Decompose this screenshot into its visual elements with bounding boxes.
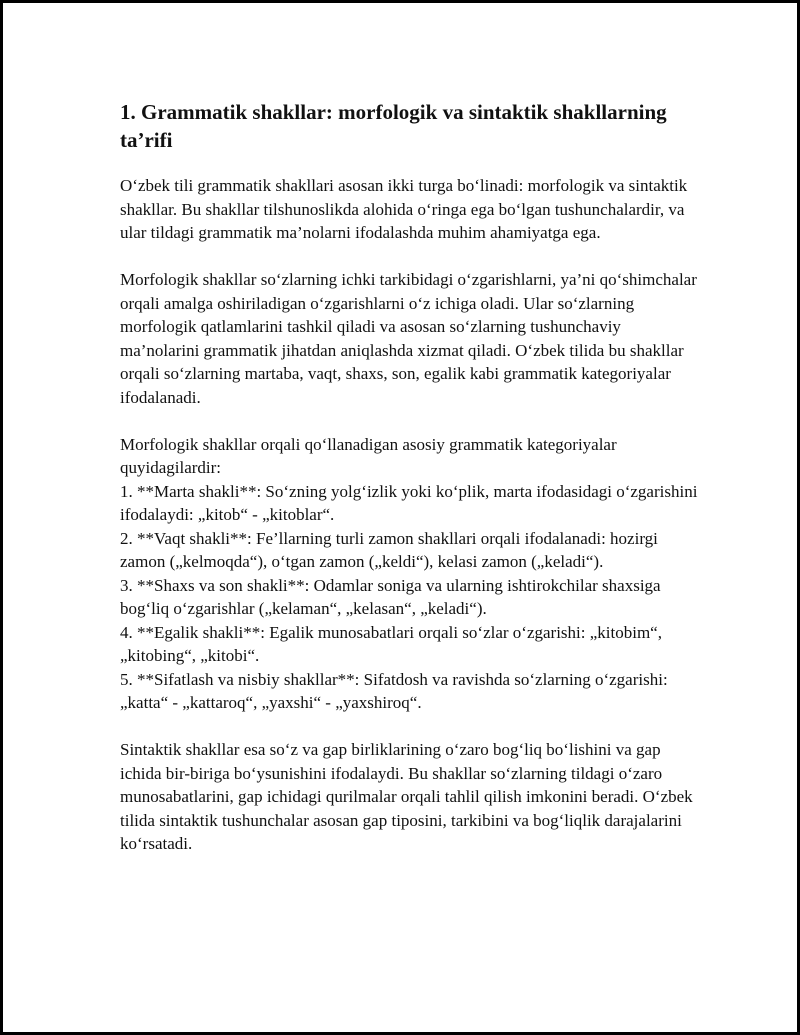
list-item: 4. **Egalik shakli**: Egalik munosabatlari orqali so‘zlar o‘zgarishi: „kitobim“, „kitobing“, „kitobi“. — [120, 622, 662, 665]
paragraph-syntax: Sintaktik shakllar esa so‘z va gap birliklarining o‘zaro bog‘liq bo‘lishini va gap ichida bir-biriga bo‘ysunishini ifodalaydi. Bu shakllar so‘zlarning tildagi o‘zaro munosabatlarini, gap ichidagi qurilmalar orqali tahlil qilish imkonini beradi. O‘zbek tilida sintaktik tushunchalar asosan gap tiposini, tarkibini va bog‘liqlik darajalarini ko‘rsatadi. — [120, 740, 693, 853]
section-heading: 1. Grammatik shakllar: morfologik va sintaktik shakllarning ta’rifi — [120, 100, 667, 152]
paragraph-categories-intro: Morfologik shakllar orqali qo‘llanadigan asosiy grammatik kategoriyalar quyidagilardir: — [120, 434, 617, 477]
list-item: 2. **Vaqt shakli**: Fe’llarning turli zamon shakllari orqali ifodalanadi: hozirgi zamon („kelmoqda“), o‘tgan zamon („keldi“), kelasi zamon („keladi“). — [120, 528, 658, 571]
categories-list — [120, 480, 700, 715]
paragraph-intro: O‘zbek tili grammatik shakllari asosan ikki turga bo‘linadi: morfologik va sintaktik shakllar. Bu shakllar tilshunoslikda alohida o‘ringa ega bo‘lgan tushunchalardir, va ular tildagi grammatik ma’nolarni ifodalashda muhim ahamiyatga ega. — [120, 176, 688, 242]
list-item: 1. **Marta shakli**: So‘zning yolg‘izlik yoki ko‘plik, marta ifodasidagi o‘zgarishini ifodalaydi: „kitob“ - „kitoblar“. — [120, 481, 698, 524]
list-item: 5. **Sifatlash va nisbiy shakllar**: Sifatdosh va ravishda so‘zlarning o‘zgarishi: „katta“ - „kattaroq“, „yaxshi“ - „yaxshiroq“. — [120, 669, 668, 712]
list-item: 3. **Shaxs va son shakli**: Odamlar soniga va ularning ishtirokchilar shaxsiga bog‘liq o‘zgarishlar („kelaman“, „kelasan“, „keladi“). — [120, 575, 661, 618]
paragraph-morphology: Morfologik shakllar so‘zlarning ichki tarkibidagi o‘zgarishlarni, ya’ni qo‘shimchalar orqali amalga oshiriladigan o‘zgarishlarni o‘z ichiga oladi. Ular so‘zlarning morfologik qatlamlarini tashkil qiladi va asosan so‘zlarning tushunchaviy ma’nolarini grammatik jihatdan aniqlashda xizmat qiladi. O‘zbek tilida bu shakllar orqali so‘zlarning martaba, vaqt, shaxs, son, egalik kabi grammatik kategoriyalar ifodalanadi. — [120, 270, 697, 407]
document-content — [120, 98, 700, 879]
